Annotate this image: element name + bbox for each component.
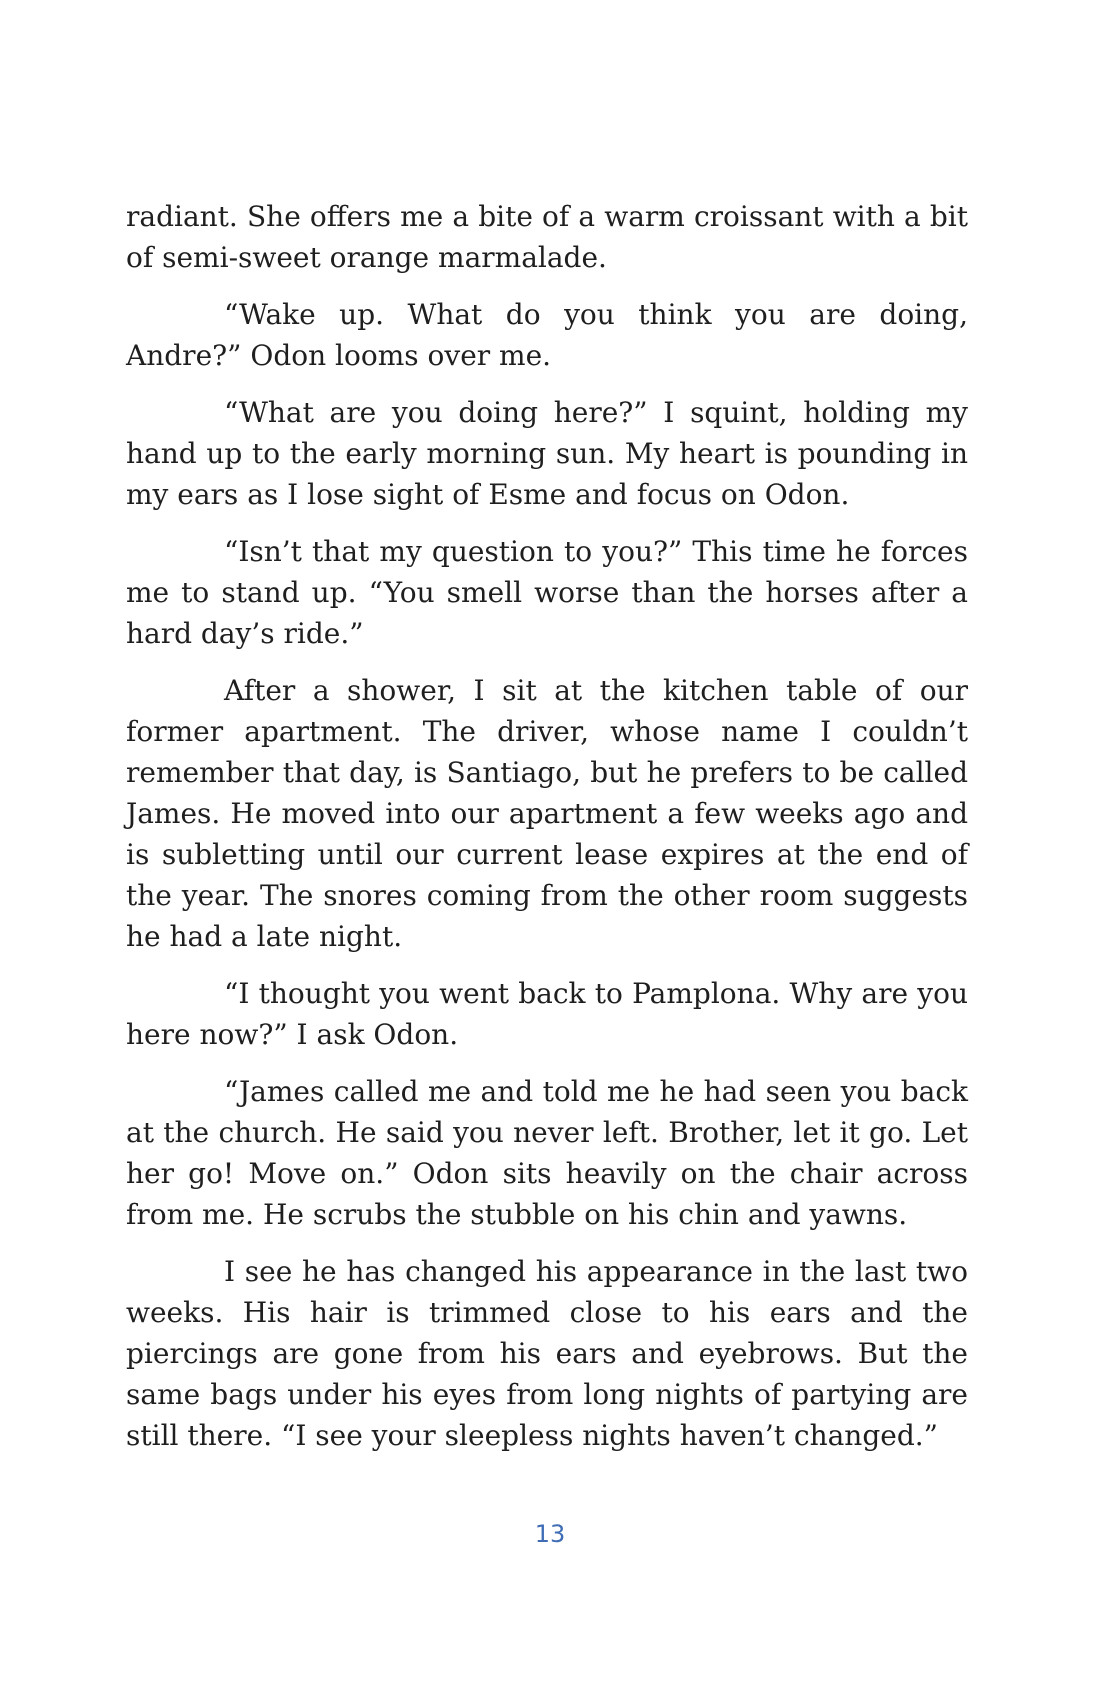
paragraph: “What are you doing here?” I squint, holding my hand up to the early morning sun. My heart is pounding in my ears as I lose sight of Esme and focus on Odon. (126, 396, 968, 511)
body-text (126, 196, 968, 1472)
paragraph: “I thought you went back to Pamplona. Why are you here now?” I ask Odon. (126, 977, 968, 1051)
page-number: 13 (534, 1520, 566, 1548)
paragraph: “Isn’t that my question to you?” This time he forces me to stand up. “You smell worse than the horses after a hard day’s ride.” (126, 535, 968, 650)
paragraph: After a shower, I sit at the kitchen table of our former apartment. The driver, whose name I couldn’t remember that day, is Santiago, but he prefers to be called James. He moved into our apartment a few weeks ago and is subletting until our current lease expires at the end of the year. The snores coming from the other room suggests he had a late night. (126, 674, 968, 953)
paragraph: I see he has changed his appearance in the last two weeks. His hair is trimmed close to his ears and the piercings are gone from his ears and eyebrows. But the same bags under his eyes from long nights of partying are still there. “I see your sleepless nights haven’t changed.” (126, 1255, 968, 1452)
paragraph: “James called me and told me he had seen you back at the church. He said you never left. Brother, let it go. Let her go! Move on.” Odon sits heavily on the chair across from me. He scrubs the stubble on his chin and yawns. (126, 1075, 968, 1231)
paragraph: “Wake up. What do you think you are doing, Andre?” Odon looms over me. (126, 298, 968, 372)
paragraph-continued: radiant. She offers me a bite of a warm croissant with a bit of semi-sweet orange marmalade. (126, 200, 968, 274)
